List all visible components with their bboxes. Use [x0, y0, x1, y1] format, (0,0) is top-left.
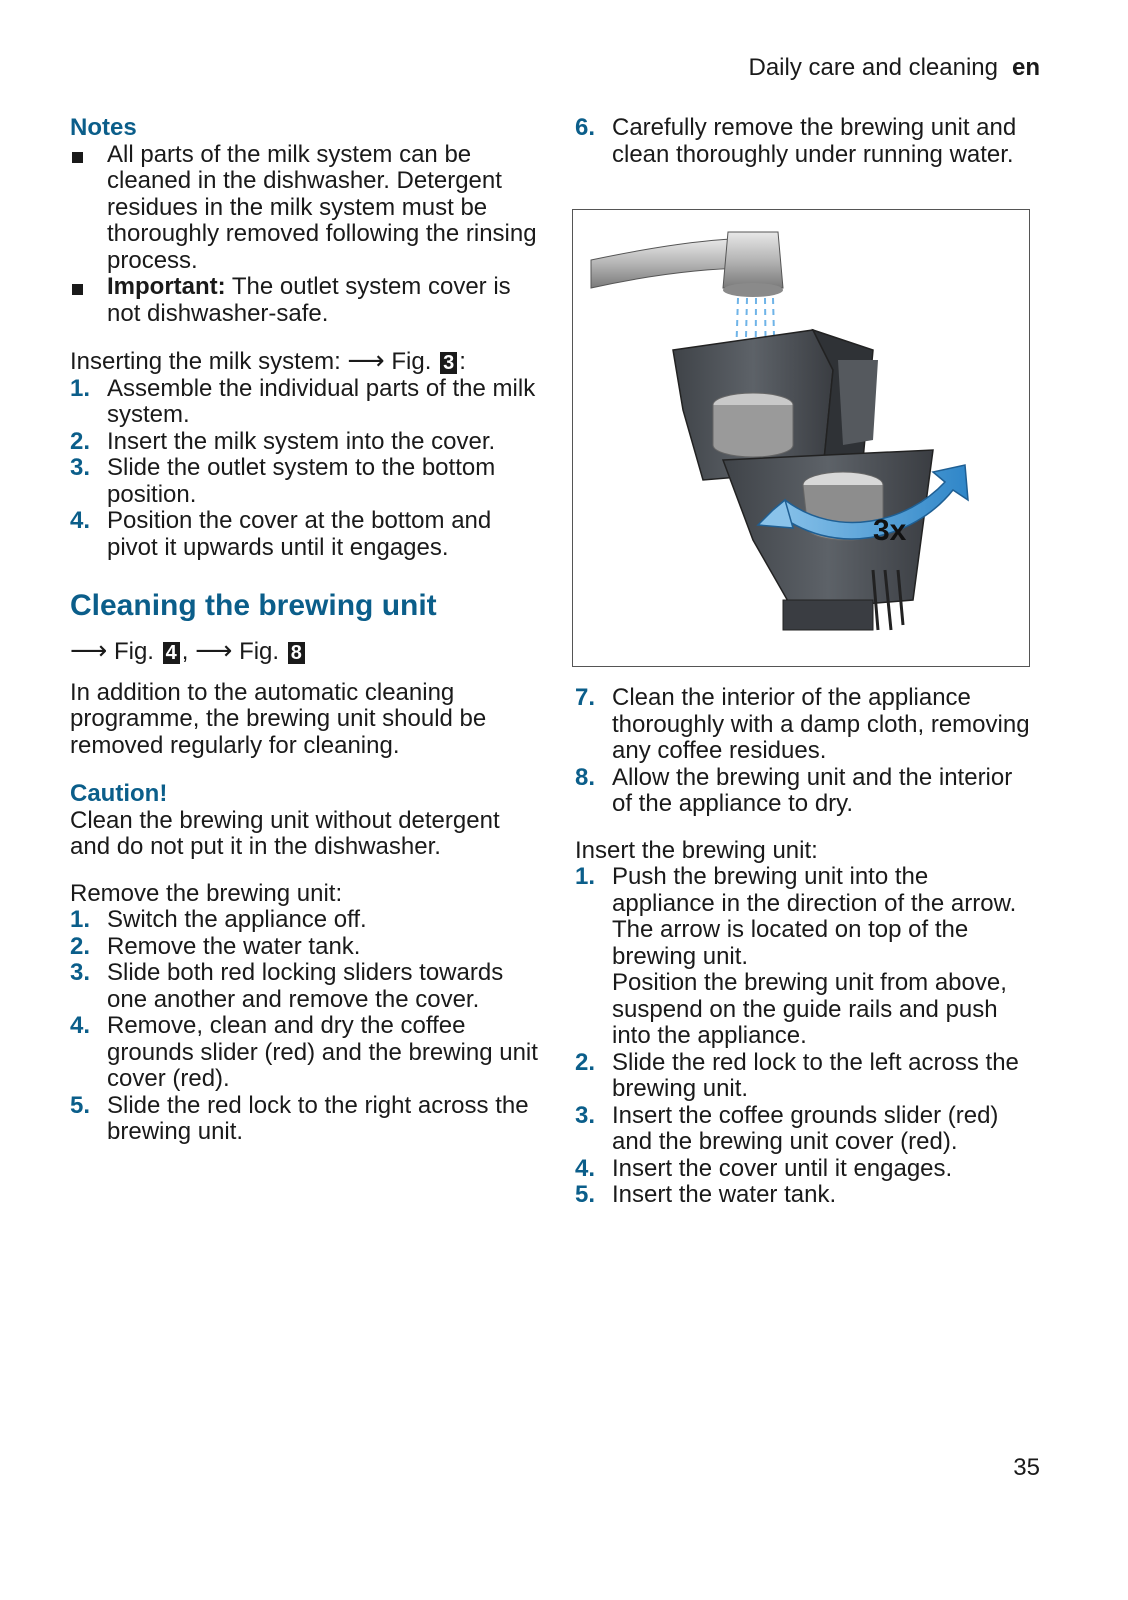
running-header — [749, 55, 1041, 82]
arrow-right-icon: ⟶ — [347, 345, 385, 375]
step-item: 2. Slide the red lock to the left across the brewing unit. — [575, 1048, 1019, 1102]
note-item: All parts of the milk system can be cleaned in the dishwasher. Detergent residues in the milk system must be thoroughly removed following the rinsing process. — [70, 142, 540, 275]
notes-list — [70, 142, 540, 328]
step-item: 8. Allow the brewing unit and the interior of the appliance to dry. — [575, 763, 1013, 817]
step-item: 4. Insert the cover until it engages. — [575, 1154, 953, 1182]
steps-7-8 — [575, 685, 1030, 818]
step-item: 5. Insert the water tank. — [575, 1181, 837, 1208]
insert-steps — [575, 864, 1030, 1209]
remove-intro: Remove the brewing unit: — [70, 879, 343, 907]
figure-ref[interactable]: 4 — [163, 642, 180, 664]
figure-ref[interactable]: 8 — [288, 642, 305, 664]
arrow-right-icon: ⟶ — [70, 635, 108, 665]
step-item: 4. Position the cover at the bottom and pivot it upwards until it engages. — [70, 507, 492, 561]
step-item: 2. Remove the water tank. — [70, 932, 361, 960]
step-item: 1. Switch the appliance off. — [70, 906, 367, 933]
notes-title: Notes — [70, 114, 137, 141]
repeat-count-label: 3x — [873, 514, 907, 547]
brewing-unit-illustration — [572, 209, 1030, 667]
step-item: 6. Carefully remove the brewing unit and clean thoroughly under running water. — [575, 114, 1017, 168]
insert-milk-intro: Inserting the milk system: ⟶ Fig. 3 : — [70, 345, 466, 375]
note-strong: Important: — [107, 273, 226, 300]
section-figure-refs: ⟶ Fig. 4 , ⟶ Fig. 8 — [70, 637, 540, 666]
step-item: 1. Push the brewing unit into the appliance in the direction of the arrow. The arrow is located on top of the brewing unit. Position the brewing unit from above, suspend on the guide rails and push into the appliance. — [575, 863, 1017, 1049]
bullet-square-icon — [72, 152, 83, 163]
section-intro: In addition to the automatic cleaning programme, the brewing unit should be removed regularly for cleaning. — [70, 678, 487, 759]
step-item: 1. Assemble the individual parts of the milk system. — [70, 374, 536, 428]
faucet-rinse-icon — [573, 210, 1029, 666]
step-item: 2. Insert the milk system into the cover. — [70, 427, 496, 455]
caution-text: Clean the brewing unit without detergent and do not put it in the dishwasher. — [70, 806, 500, 860]
section-title: Cleaning the brewing unit — [70, 589, 437, 622]
insert-intro: Insert the brewing unit: — [575, 836, 818, 864]
step-6 — [575, 115, 1030, 168]
right-column-top — [575, 115, 1030, 168]
arrow-right-icon: ⟶ — [195, 635, 233, 665]
remove-steps — [70, 907, 540, 1146]
bullet-square-icon — [72, 284, 83, 295]
note-item: Important: The outlet system cover is not dishwasher-safe. — [70, 274, 540, 327]
right-column-bottom — [575, 685, 1030, 1209]
step-item: 7. Clean the interior of the appliance thoroughly with a damp cloth, removing any coffee residues. — [575, 684, 1030, 764]
page-number: 35 — [1013, 1454, 1040, 1481]
left-column — [70, 115, 540, 1146]
figure-ref[interactable]: 3 — [440, 352, 457, 374]
insert-milk-steps — [70, 376, 540, 562]
step-item: 4. Remove, clean and dry the coffee grounds slider (red) and the brewing unit cover (red). — [70, 1012, 538, 1092]
caution-title: Caution! — [70, 780, 168, 807]
language-code: en — [1011, 54, 1040, 81]
step-item: 5. Slide the red lock to the right across the brewing unit. — [70, 1091, 529, 1145]
step-item: 3. Insert the coffee grounds slider (red) and the brewing unit cover (red). — [575, 1101, 999, 1155]
step-item: 3. Slide the outlet system to the bottom position. — [70, 454, 496, 508]
header-title: Daily care and cleaning — [748, 54, 998, 81]
step-item: 3. Slide both red locking sliders towards one another and remove the cover. — [70, 959, 504, 1013]
